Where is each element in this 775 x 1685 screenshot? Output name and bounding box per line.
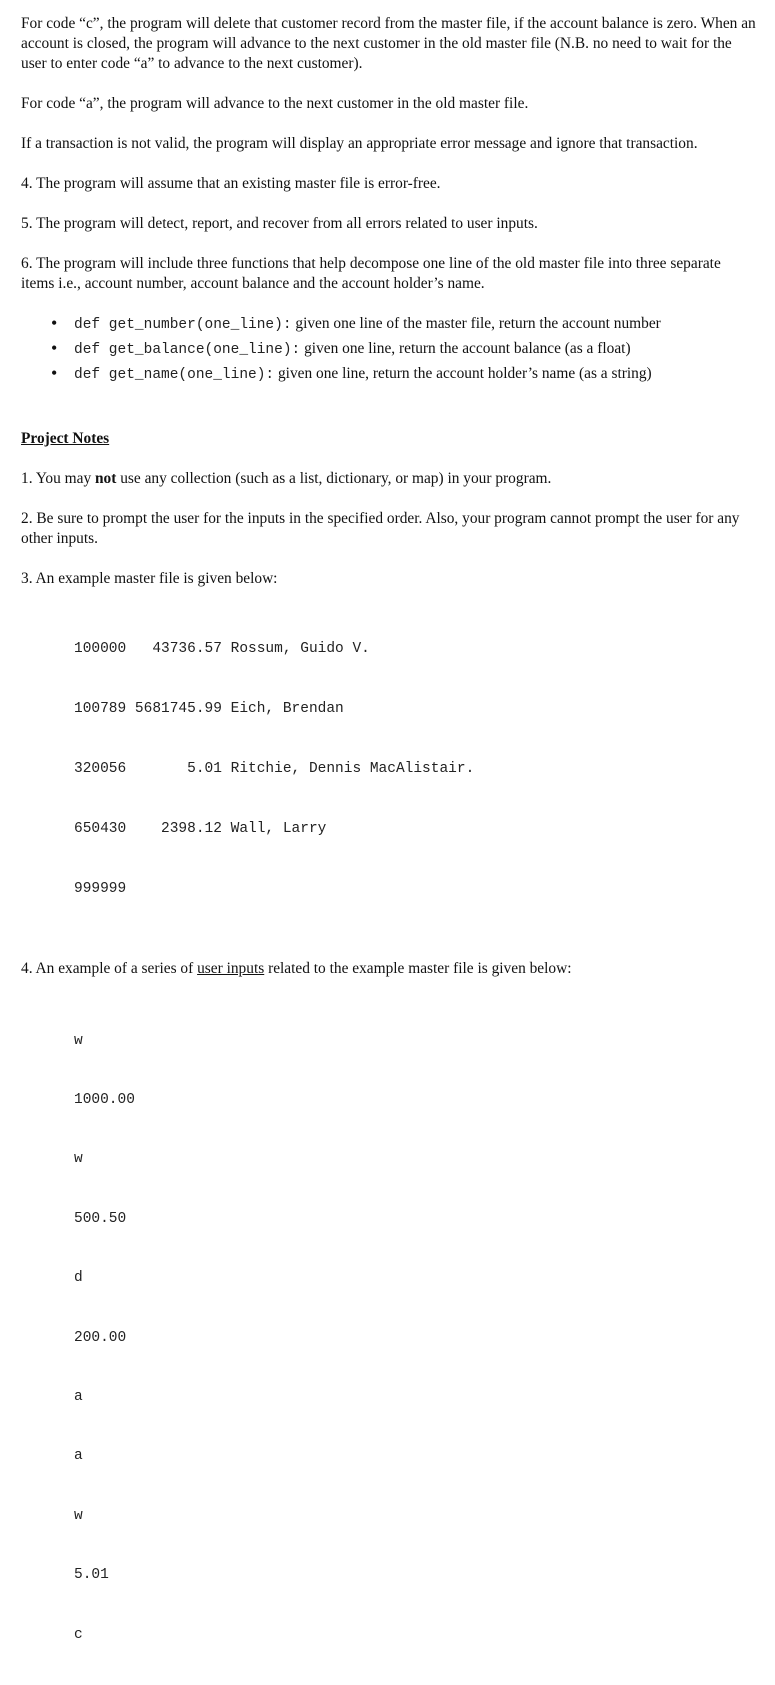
note-number: 1.: [21, 470, 33, 487]
master-file-example: [74, 599, 756, 939]
user-input-line: a: [74, 1388, 83, 1405]
user-inputs-example: [74, 992, 756, 1685]
note-1: [21, 469, 756, 489]
function-signature: def get_name(one_line):: [74, 367, 275, 383]
note-text-before: You may: [35, 470, 95, 487]
master-file-line: 320056 5.01 Ritchie, Dennis MacAlistair.: [74, 761, 475, 777]
user-input-line: c: [74, 1626, 83, 1643]
master-file-line: 650430 2398.12 Wall, Larry: [74, 821, 327, 837]
user-input-line: w: [74, 1151, 83, 1168]
note-2: [21, 509, 756, 549]
requirement-text: The program will detect, report, and recover from all errors related to user inputs.: [36, 215, 538, 232]
requirement-6: [21, 254, 756, 294]
invalid-transaction-paragraph: If a transaction is not valid, the program will display an appropriate error message and ignore that transaction.: [21, 135, 698, 152]
note-text-before: An example of a series of: [35, 960, 198, 977]
list-item: [51, 362, 756, 387]
note-number: 2.: [21, 510, 33, 527]
user-input-line: d: [74, 1270, 83, 1287]
note-text: An example master file is given below:: [35, 570, 278, 587]
note-4: [21, 959, 756, 979]
user-input-line: 200.00: [74, 1329, 127, 1346]
code-c-paragraph: For code “c”, the program will delete that customer record from the master file, if the account balance is zero. When an account is closed, the program will advance to the next customer in the old master file (N.B. no need to wait for the user to enter code “a” to advance to the next customer).: [21, 15, 756, 72]
master-file-line: 999999: [74, 881, 127, 897]
function-description: given one line, return the account balance (as a float): [300, 340, 631, 357]
master-file-line: 100000 43736.57 Rossum, Guido V.: [74, 641, 370, 657]
note-text: Be sure to prompt the user for the inputs in the specified order. Also, your program cannot prompt the user for any other inputs.: [21, 510, 740, 547]
note-number: 4.: [21, 960, 33, 977]
function-list: [21, 312, 756, 387]
note-emphasis: not: [95, 470, 117, 487]
function-signature: def get_balance(one_line):: [74, 342, 301, 358]
project-notes-heading: Project Notes: [21, 430, 110, 447]
note-number: 3.: [21, 570, 33, 587]
note-underlined: user inputs: [197, 960, 265, 977]
user-input-line: 5.01: [74, 1567, 109, 1584]
function-description: given one line, return the account holder’s name (as a string): [274, 365, 652, 382]
user-input-line: w: [74, 1032, 83, 1049]
requirement-number: 4.: [21, 175, 33, 192]
requirement-text: The program will include three functions that help decompose one line of the old master file into three separate items i.e., account number, account balance and the account holder’s name.: [21, 255, 721, 292]
requirement-number: 6.: [21, 255, 33, 272]
master-file-line: 100789 5681745.99 Eich, Brendan: [74, 701, 344, 717]
note-3: [21, 569, 756, 589]
note-text-after: use any collection (such as a list, dictionary, or map) in your program.: [116, 470, 552, 487]
function-description: given one line of the master file, return the account number: [291, 315, 661, 332]
requirement-4: [21, 174, 756, 194]
list-item: [51, 312, 756, 337]
user-input-line: w: [74, 1507, 83, 1524]
requirement-5: [21, 214, 756, 234]
code-a-paragraph: For code “a”, the program will advance to the next customer in the old master file.: [21, 95, 529, 112]
user-input-line: a: [74, 1448, 83, 1465]
note-text-after: related to the example master file is given below:: [264, 960, 572, 977]
document-page: [21, 14, 756, 1685]
requirement-number: 5.: [21, 215, 33, 232]
user-input-line: 1000.00: [74, 1091, 135, 1108]
requirement-text: The program will assume that an existing master file is error-free.: [36, 175, 441, 192]
list-item: [51, 337, 756, 362]
user-input-line: 500.50: [74, 1210, 127, 1227]
function-signature: def get_number(one_line):: [74, 317, 292, 333]
